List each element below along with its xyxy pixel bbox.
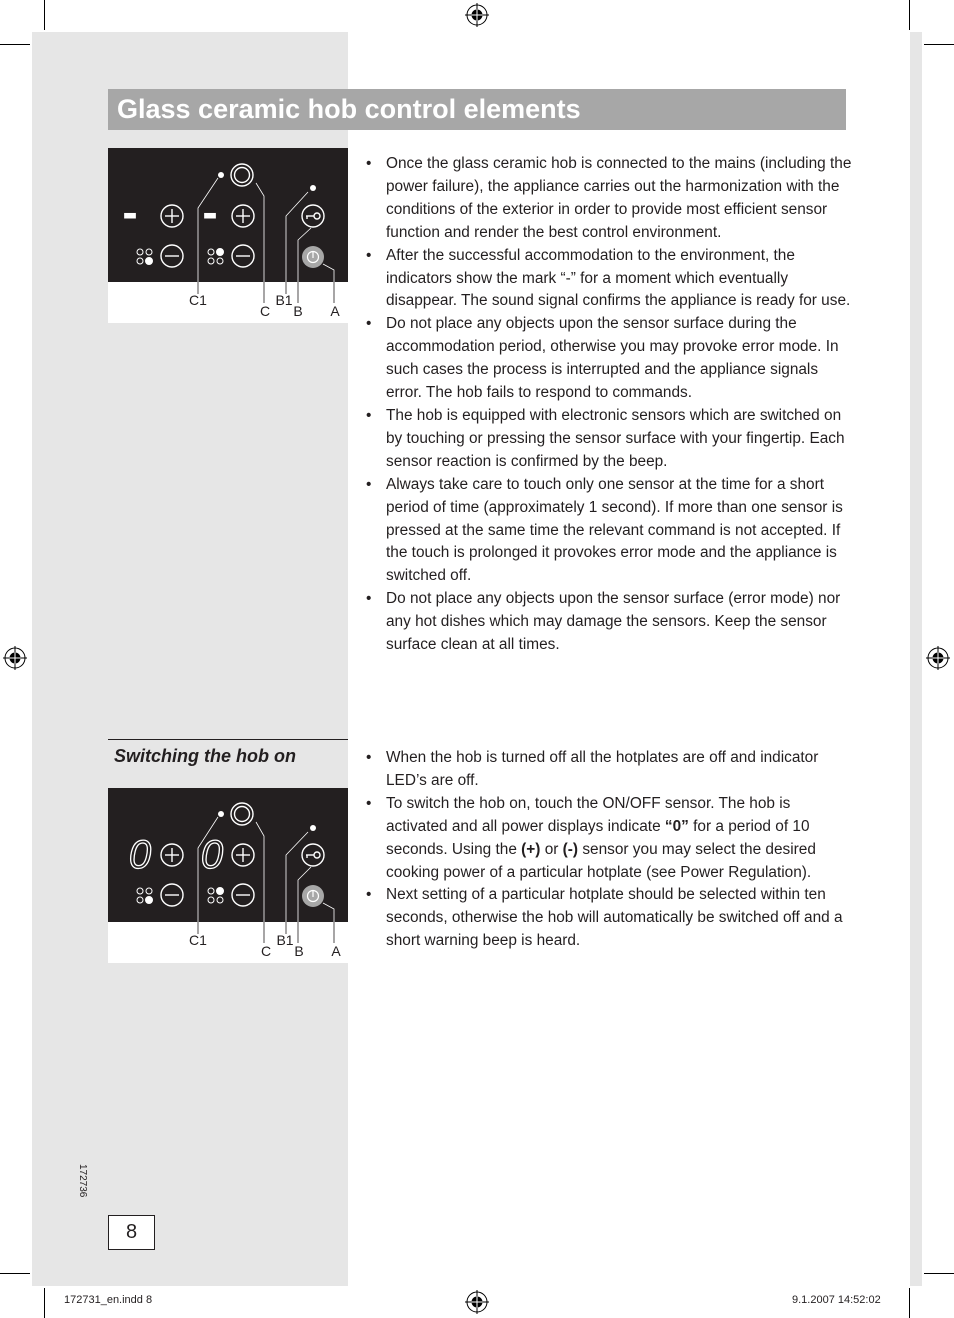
list-item: • To switch the hob on, touch the ON/OFF sensor. The hob is activated and all power displays indicate “0” for a period of 10 seconds. Using the (+) or (-) sensor you may select the desired cooking power of a particular hotplate (see Power Regulation). (366, 794, 816, 881)
power-display: - (202, 186, 218, 238)
label-c1: C1 (189, 292, 207, 308)
label-c: C (260, 943, 272, 959)
crop-mark (909, 0, 910, 30)
crop-mark (924, 1273, 954, 1274)
page-title: Glass ceramic hob control elements (108, 89, 846, 130)
crop-mark (44, 1288, 45, 1318)
on-off-sensor-icon (302, 246, 324, 268)
list-item: • When the hob is turned off all the hotplates are off and indicator LED’s are off. (366, 749, 819, 789)
control-panel-diagram-on (108, 788, 348, 963)
crop-mark (0, 44, 30, 45)
list-item: • Once the glass ceramic hob is connected to the mains (including the power failure), the appliance carries out the harmonization with the conditions of the exterior in order to provide most efficient sensor function and render the best control environment. (366, 155, 852, 241)
power-display: - (122, 186, 138, 238)
page-number: 8 (108, 1215, 155, 1250)
indicator-led (218, 811, 224, 817)
label-c: C (259, 303, 271, 319)
intro-bullet-list (366, 153, 856, 657)
label-b1: B1 (276, 932, 294, 948)
registration-mark-icon (926, 646, 950, 670)
list-item: • Do not place any objects upon the sensor surface (error mode) nor any hot dishes which may damage the sensors. Keep the sensor surface clean at all times. (366, 590, 841, 654)
registration-mark-icon (3, 646, 27, 670)
power-display: 0 (128, 833, 152, 877)
registration-mark-icon (465, 3, 489, 27)
label-a: A (331, 943, 341, 959)
section-heading: Switching the hob on (114, 746, 296, 766)
right-margin-strip (910, 32, 922, 1286)
control-panel-diagram (108, 148, 348, 323)
crop-mark (44, 0, 45, 30)
document-code: 172736 (77, 1164, 88, 1198)
label-b: B (293, 303, 303, 319)
footer-file-name: 172731_en.indd 8 (64, 1294, 153, 1306)
indicator-led (310, 185, 316, 191)
label-a: A (330, 303, 340, 319)
registration-mark-icon (465, 1290, 489, 1314)
indicator-led (310, 825, 316, 831)
list-item: • Do not place any objects upon the sensor surface during the accommodation period, otherwise you may provoke error mode. In such cases the process is interrupted and the appliance signals error. The hob fails to respond to commands. (366, 315, 839, 402)
on-off-sensor-icon (302, 885, 324, 907)
list-item: • Next setting of a particular hotplate should be selected within ten seconds, otherwise the hob will automatically be switched off and a short warning beep is heard. (366, 886, 843, 950)
list-item: • The hob is equipped with electronic sensors which are switched on by touching or pressing the sensor surface with your fingertip. Each sensor reaction is confirmed by the beep. (366, 406, 845, 470)
section-divider (108, 739, 348, 740)
label-b1: B1 (275, 292, 293, 308)
list-item: • After the successful accommodation to the environment, the indicators show the mark “-” for a moment which eventually disappear. The sound signal confirms the appliance is ready for use. (366, 246, 851, 310)
list-item: • Always take care to touch only one sensor at the time for a short period of time (approximately 1 second). If more than one sensor is pressed at the same time the relevant command is not accepted. If the touch is prolonged it provokes error mode and the appliance is switched off. (366, 475, 843, 585)
crop-mark (0, 1273, 30, 1274)
crop-mark (924, 44, 954, 45)
label-b: B (294, 943, 304, 959)
footer-timestamp: 9.1.2007 14:52:02 (792, 1294, 881, 1306)
switching-bullet-list (366, 747, 856, 953)
crop-mark (909, 1288, 910, 1318)
power-display: 0 (200, 833, 224, 877)
label-c1: C1 (189, 932, 207, 948)
indicator-led (218, 172, 224, 178)
